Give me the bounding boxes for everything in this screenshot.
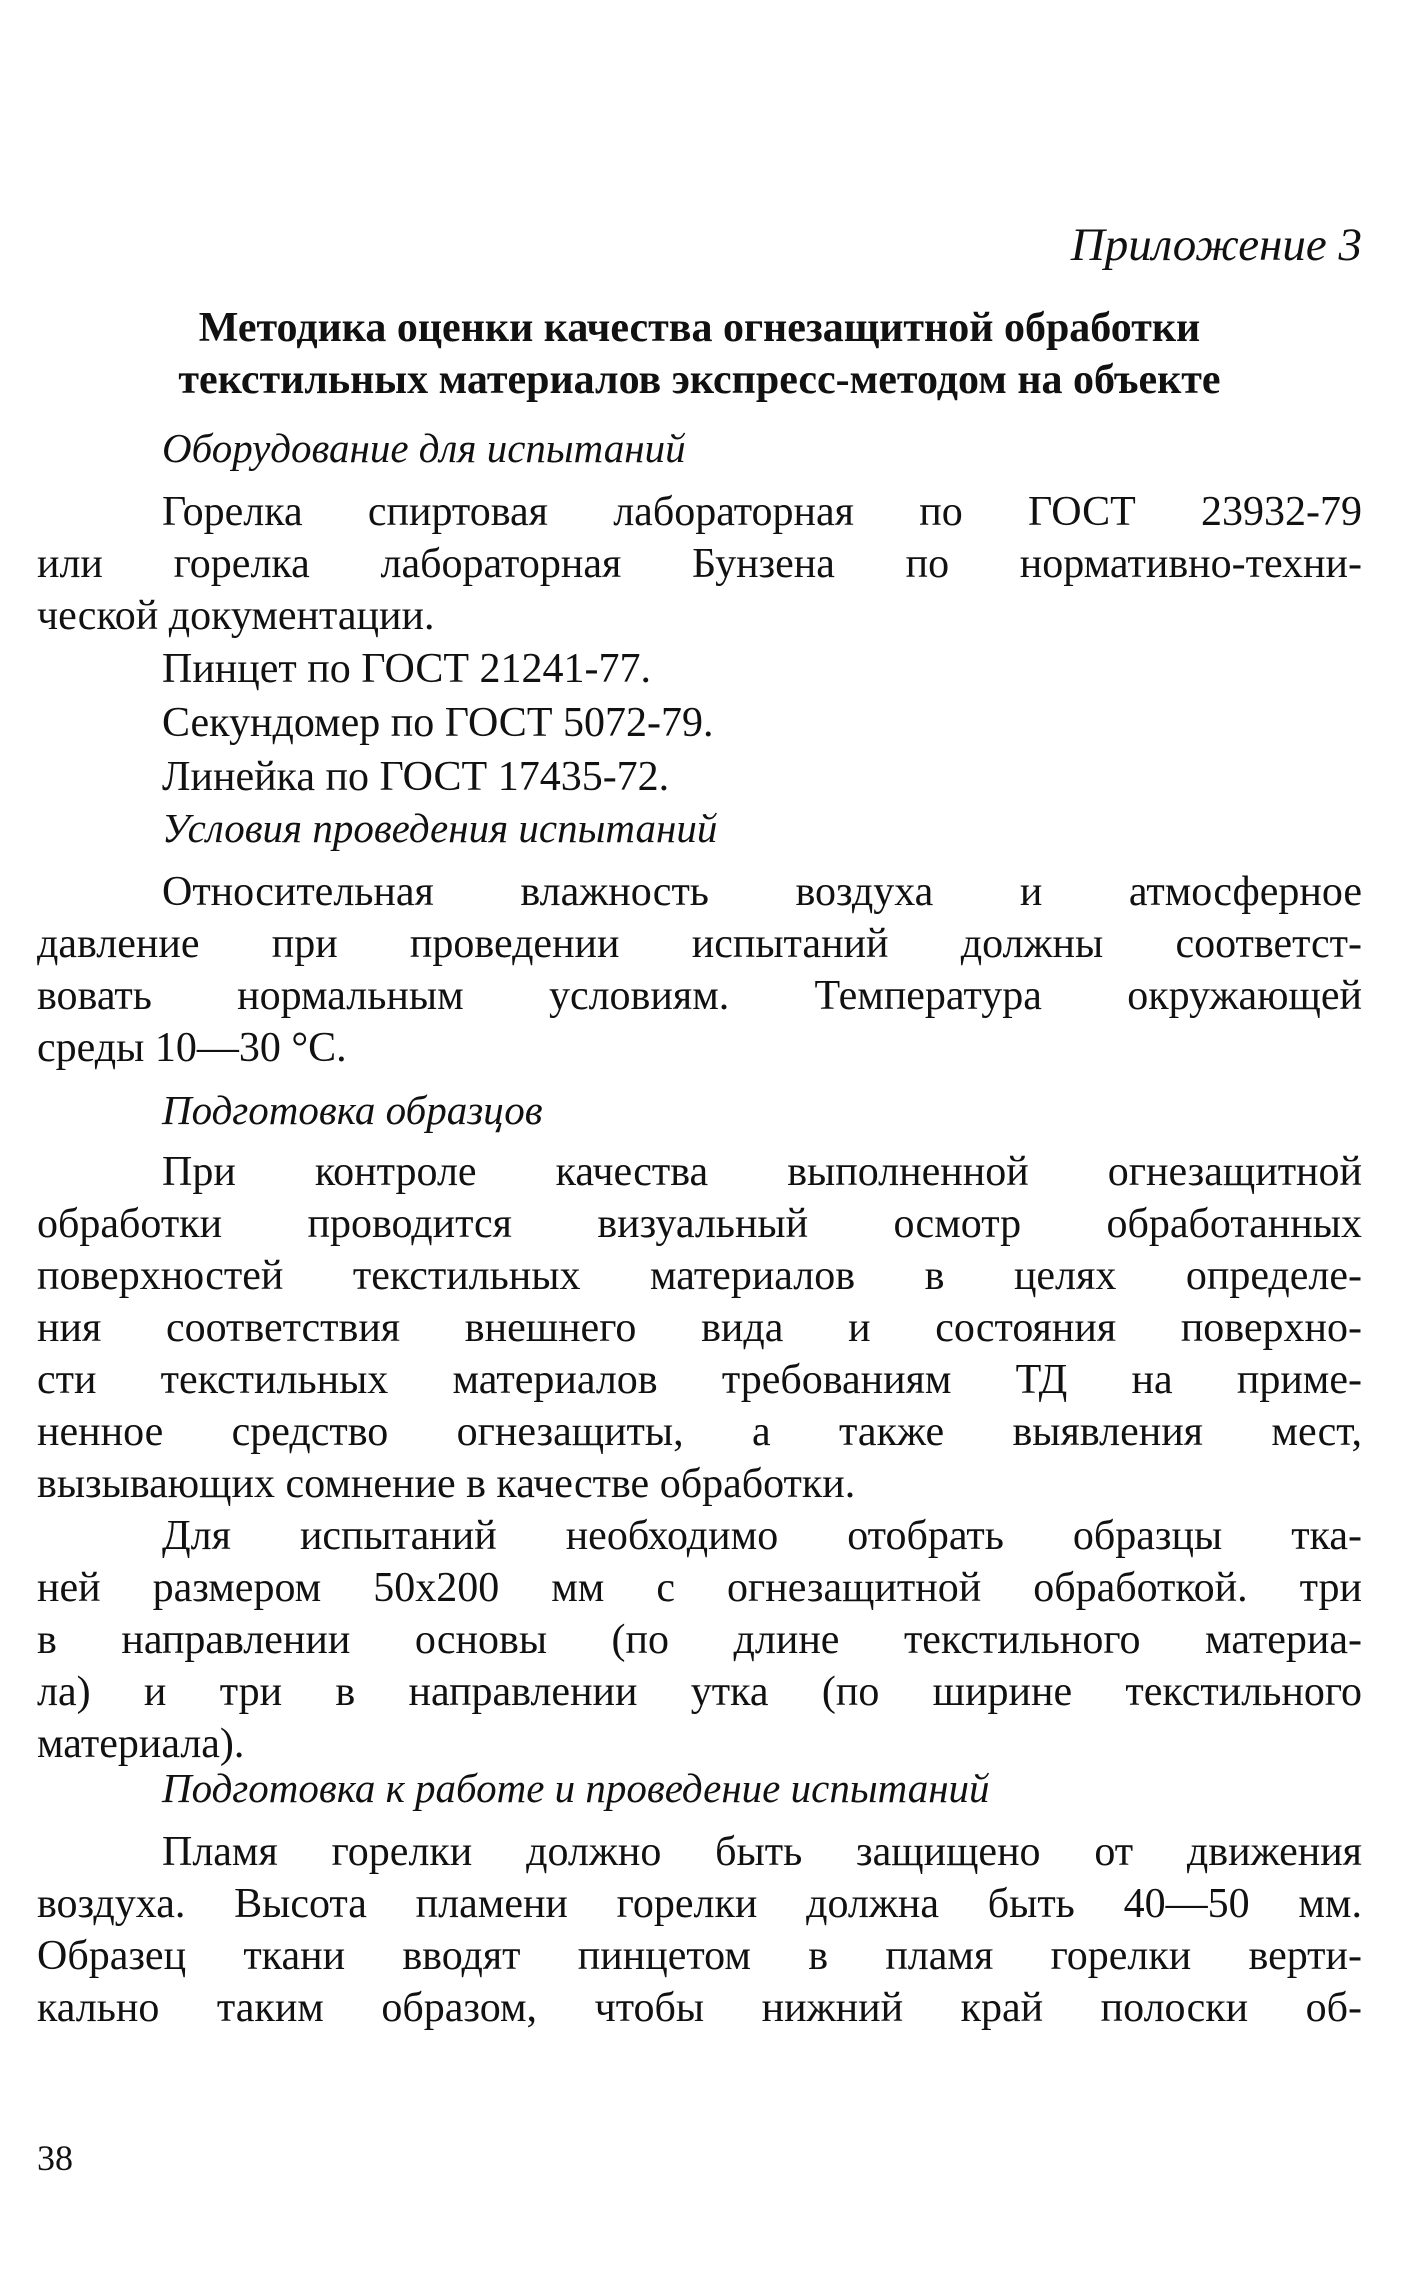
paragraph-line: обработки проводится визуальный осмотр обработанных — [37, 1201, 1362, 1247]
equipment-item: Линейка по ГОСТ 17435-72. — [162, 754, 670, 800]
equipment-item: Секундомер по ГОСТ 5072-79. — [162, 700, 714, 746]
paragraph-line: сти текстильных материалов требованиям ТД на приме- — [37, 1357, 1362, 1403]
samples-paragraph-1 — [37, 1146, 1362, 1510]
paragraph-line: ческой документации. — [37, 593, 435, 639]
document-title — [37, 302, 1362, 406]
paragraph-line: При контроле качества выполненной огнезащитной — [162, 1149, 1362, 1195]
appendix-label: Приложение 3 — [1070, 219, 1362, 271]
paragraph-line: вызывающих сомнение в качестве обработки. — [37, 1461, 856, 1507]
paragraph-line: Пламя горелки должно быть защищено от движения — [162, 1829, 1362, 1875]
paragraph-line: или горелка лабораторная Бунзена по нормативно-техни- — [37, 541, 1362, 587]
page-number: 38 — [37, 2138, 73, 2178]
paragraph-line: в направлении основы (по длине текстильного материа- — [37, 1617, 1362, 1663]
samples-paragraph-2 — [37, 1510, 1362, 1770]
section-heading-samples: Подготовка образцов — [162, 1087, 543, 1133]
paragraph-line: ния соответствия внешнего вида и состояния поверхно- — [37, 1305, 1362, 1351]
paragraph-line: Горелка спиртовая лабораторная по ГОСТ 23932-79 — [162, 489, 1362, 535]
title-line: Методика оценки качества огнезащитной обработки — [198, 305, 1201, 351]
paragraph-line: ненное средство огнезащиты, а также выявления мест, — [37, 1409, 1362, 1455]
paragraph-line: Относительная влажность воздуха и атмосферное — [162, 869, 1362, 915]
paragraph-line: материала). — [37, 1721, 245, 1767]
equipment-item: Пинцет по ГОСТ 21241-77. — [162, 646, 651, 692]
document-page — [37, 0, 1362, 2283]
paragraph-line: давление при проведении испытаний должны соответст- — [37, 921, 1362, 967]
section-heading-procedure: Подготовка к работе и проведение испытаний — [162, 1765, 990, 1811]
conditions-paragraph — [37, 866, 1362, 1074]
section-heading-equipment: Оборудование для испытаний — [162, 425, 686, 471]
paragraph-line: вовать нормальным условиям. Температура окружающей — [37, 973, 1362, 1019]
paragraph-line: Образец ткани вводят пинцетом в пламя горелки верти- — [37, 1933, 1362, 1979]
equipment-paragraph — [37, 486, 1362, 642]
paragraph-line: среды 10—30 °С. — [37, 1025, 347, 1071]
paragraph-line: ла) и три в направлении утка (по ширине текстильного — [37, 1669, 1362, 1715]
paragraph-line: поверхностей текстильных материалов в целях определе- — [37, 1253, 1362, 1299]
section-heading-conditions: Условия проведения испытаний — [162, 805, 718, 851]
paragraph-line: воздуха. Высота пламени горелки должна быть 40—50 мм. — [37, 1881, 1362, 1927]
paragraph-line: кально таким образом, чтобы нижний край полоски об- — [37, 1985, 1362, 2031]
procedure-paragraph — [37, 1826, 1362, 2034]
title-line: текстильных материалов экспресс-методом на объекте — [178, 357, 1221, 403]
paragraph-line: ней размером 50x200 мм с огнезащитной обработкой. три — [37, 1565, 1362, 1611]
paragraph-line: Для испытаний необходимо отобрать образцы тка- — [162, 1513, 1362, 1559]
